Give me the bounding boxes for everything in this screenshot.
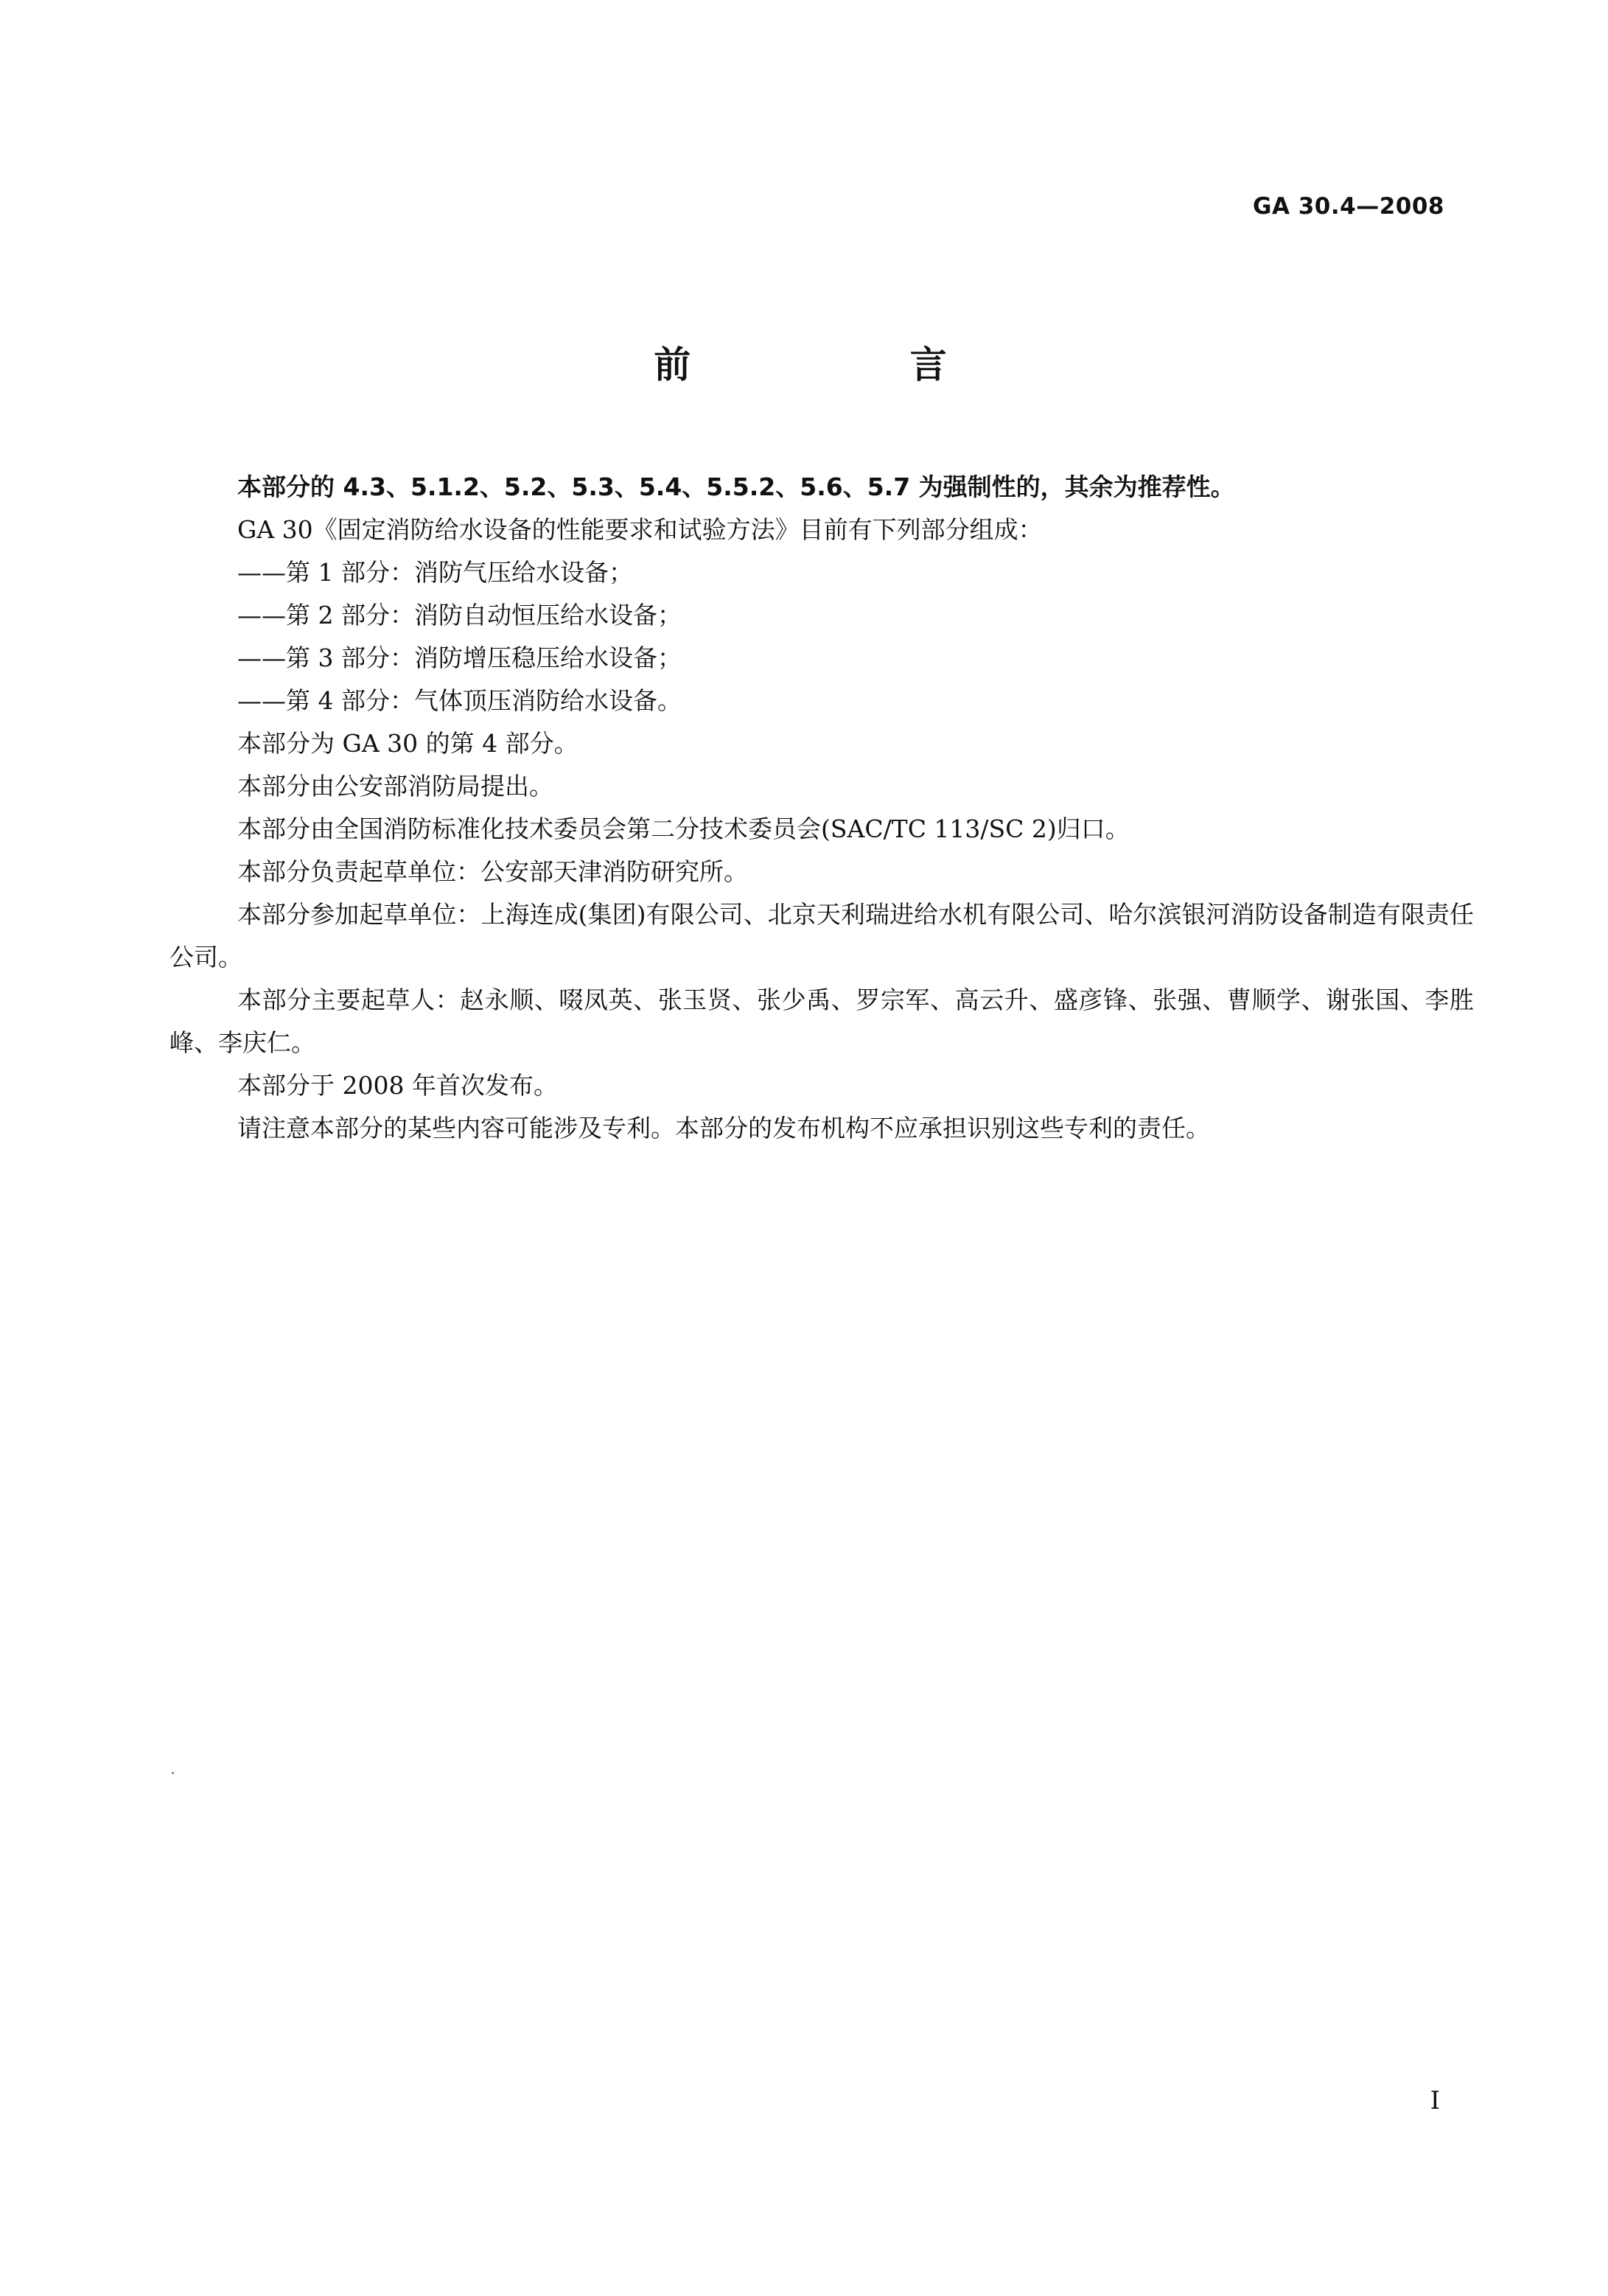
drafting-unit-paragraph: 本部分负责起草单位：公安部天津消防研究所。	[237, 857, 748, 886]
participating-units-paragraph: 本部分参加起草单位：上海连成(集团)有限公司、北京天利瑞进给水机有限公司、哈尔滨银河消防设备制造有限责任公司。	[169, 900, 1474, 971]
part-list-item-2: ——第 2 部分：消防自动恒压给水设备；	[237, 601, 682, 629]
part-list-item-3: ——第 3 部分：消防增压稳压给水设备；	[237, 643, 682, 672]
page-title: 前 言	[654, 343, 1050, 386]
proposer-paragraph: 本部分由公安部消防局提出。	[237, 772, 553, 800]
part-list-item-1: ——第 1 部分：消防气压给水设备；	[237, 558, 633, 587]
parts-intro-paragraph: GA 30《固定消防给水设备的性能要求和试验方法》目前有下列部分组成：	[237, 515, 1043, 544]
foreword-body	[169, 466, 1474, 1150]
mandatory-clauses-paragraph: 本部分的 4.3、5.1.2、5.2、5.3、5.4、5.5.2、5.6、5.7 为强制性的，其余为推荐性。	[237, 472, 1235, 501]
release-paragraph: 本部分于 2008 年首次发布。	[237, 1071, 558, 1100]
standard-code: GA 30.4—2008	[1253, 193, 1444, 220]
drafters-paragraph: 本部分主要起草人：赵永顺、啜凤英、张玉贤、张少禹、罗宗军、高云升、盛彦锋、张强、曹顺学、谢张国、李胜峰、李庆仁。	[169, 985, 1474, 1057]
page-number: I	[1430, 2086, 1440, 2115]
scan-speck	[172, 1772, 174, 1774]
committee-paragraph: 本部分由全国消防标准化技术委员会第二分技术委员会(SAC/TC 113/SC 2)归口。	[237, 814, 1130, 843]
part-number-paragraph: 本部分为 GA 30 的第 4 部分。	[237, 729, 578, 758]
part-list-item-4: ——第 4 部分：气体顶压消防给水设备。	[237, 686, 682, 715]
patent-notice-paragraph: 请注意本部分的某些内容可能涉及专利。本部分的发布机构不应承担识别这些专利的责任。	[237, 1114, 1210, 1142]
